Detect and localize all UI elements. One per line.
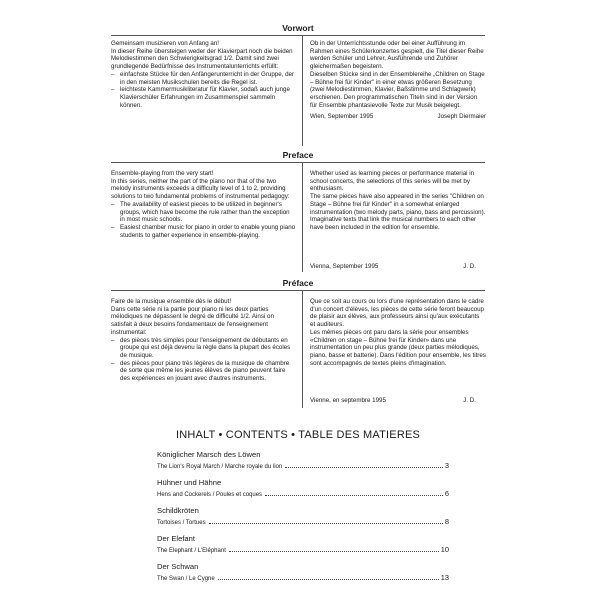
vorwort-list-item: – leichteste Kammermusikliteratur für Klavier, sodaß auch junge Klavierschüler Erfahrungen im Zusammenspiel sammeln können.	[111, 86, 290, 109]
toc-entry-title: Der Schwan	[157, 562, 199, 571]
preface-fr-list-item: – des pièces pour piano très légères de la musique de chambre de sorte que même les jeunes élèves de piano peuvent faire des expériences en jouant avec d'autres instruments.	[111, 359, 290, 383]
preface-left-column	[111, 170, 296, 239]
vorwort-signature	[310, 113, 486, 121]
toc-entry[interactable]	[157, 562, 449, 582]
toc-entry-subtitle-row	[157, 573, 449, 582]
preface-fr-column-divider	[302, 290, 303, 408]
toc-entry-page: 10	[440, 545, 449, 554]
toc-leader-dots	[229, 551, 439, 552]
toc-entry-subtitle: Tortoises / Tortues	[157, 520, 206, 526]
toc-entry[interactable]	[157, 534, 449, 554]
preface-fr-top-rule	[111, 290, 485, 291]
preface-fr-title: Préface	[282, 278, 314, 288]
toc-entry-page: 3	[444, 461, 449, 470]
preface-list-item: – The availability of easiest pieces to be utilized in beginner's groups, which have become the rule rather than the exception in most music schools.	[111, 200, 290, 224]
preface-date: Vienna, September 1995	[310, 263, 379, 270]
preface-fr-left-column	[111, 298, 296, 383]
preface-fr-paragraph: Que ce soit au cours ou lors d'une représentation dans le cadre d'un concert d'élèves, les pièces de cette série feront beaucoup de plaisir aux élèves, aux professeurs ainsi qu'aux exécutants et auditeurs.	[310, 298, 485, 329]
preface-title: Preface	[282, 150, 314, 160]
toc-entry-subtitle: The Lion's Royal March / Marche royale du lion	[157, 464, 283, 470]
preface-fr-intro: Faire de la musique ensemble dès le début!	[111, 298, 232, 305]
toc-entry-subtitle-row	[157, 545, 449, 554]
vorwort-top-rule	[111, 35, 485, 36]
preface-paragraph: Whether used as learning pieces or performance material in school concerts, the selections of this series will be met by enthusiasm.	[310, 170, 475, 193]
toc-leader-dots	[285, 467, 443, 468]
preface-signature	[310, 263, 476, 271]
preface-column-divider	[302, 162, 303, 272]
preface-fr-right-column	[310, 298, 486, 367]
preface-fr-author: J. D.	[463, 397, 476, 404]
vorwort-paragraph: In dieser Reihe übersteigen weder der Klavierpart noch die beiden Melodiestimmen den Schwierigkeitsgrad 1/2. Damit sind zwei grundlegende Bedürfnisse des Instrumentalunterrichts erfüllt:	[111, 47, 293, 71]
preface-intro: Ensemble-playing from the very start!	[111, 170, 214, 177]
preface-fr-signature	[310, 397, 476, 405]
vorwort-date: Wien, September 1995	[310, 113, 374, 121]
vorwort-paragraph: Dieselben Stücke sind in der Ensemblereihe „Children on Stage – Bühne frei für Kinder" in einer etwas größeren Besetzung (zwei Melodiestimmen, Klavier, Baßstimme und Schlagwerk) erschienen. Den programmatischen Titeln sind in der Version für Ensemble phantasievolle Texte zur Musik beigelegt.	[310, 70, 485, 109]
vorwort-author: Joseph Diermaier	[437, 113, 486, 121]
preface-fr-list-item: – des pièces très simples pour l'enseignement de débutants en groupe qui est déjà devenu la règle dans la plupart des écoles de musique.	[111, 336, 291, 359]
toc-leader-dots	[265, 495, 443, 496]
toc-entry-title: Hühner und Hähne	[157, 478, 222, 487]
toc-entry-title: Der Elefant	[157, 534, 195, 543]
toc-leader-dots	[218, 579, 439, 580]
toc-entry-subtitle-row	[157, 461, 449, 470]
toc-entry-subtitle: The Swan / Le Cygne	[157, 576, 215, 582]
toc-entry-subtitle-row	[157, 517, 449, 526]
toc-title: INHALT • CONTENTS • TABLE DES MATIERES	[175, 429, 421, 441]
toc-entry-page: 6	[444, 489, 449, 498]
preface-list-item: – Easiest chamber music for piano in order to enable young piano students to gather experience in ensemble-playing.	[111, 223, 296, 239]
vorwort-left-column	[111, 40, 296, 109]
vorwort-column-divider	[302, 35, 303, 146]
preface-fr-paragraph: Les mêmes pièces ont paru dans la série pour ensembles «Children on stage – Bühne frei für Kinder» dans une instrumentation un peu plus grande (deux parties mélodiques, piano, basse et batterie). Dans l'édition pour ensemble, les titres sont accompagnés de textes pleins d'imagination.	[310, 328, 486, 367]
preface-paragraph: In this series, neither the part of the piano nor that of the two melody instruments exceeds a difficulty level of 1 to 2, providing solutions to two fundamental problems of instrumental pedagogy:	[111, 177, 290, 201]
preface-fr-date: Vienne, en septembre 1995	[310, 397, 386, 404]
preface-top-rule	[111, 162, 485, 163]
toc-entry[interactable]	[157, 506, 449, 526]
toc-entry-title: Königlicher Marsch des Löwen	[157, 450, 261, 459]
toc-entry-subtitle: The Elephant / L'Eléphant	[157, 548, 226, 554]
toc-entry[interactable]	[157, 478, 449, 498]
preface-right-column	[310, 170, 486, 232]
vorwort-right-column	[310, 40, 486, 121]
vorwort-title: Vorwort	[282, 23, 314, 33]
preface-fr-paragraph: Dans cette série ni la partie pour piano ni les deux parties mélodiques ne dépassent le degré de difficulté 1/2. Ainsi on satisfait à deux besoins fondamentaux de l'enseignement instrumental:	[111, 305, 274, 336]
preface-author: J. D.	[463, 263, 476, 270]
vorwort-paragraph: Ob in der Unterrichtsstunde oder bei einer Aufführung im Rahmen eines Schülerkonzertes gespielt, die Titel dieser Reihe werden Schüler und Lehrer, Ausführende und Zuhörer gleichermaßen begeistern.	[310, 40, 484, 71]
toc-entry-page: 13	[440, 573, 449, 582]
toc-entry-subtitle-row	[157, 489, 449, 498]
toc-entry-page: 8	[444, 517, 449, 526]
toc-entry[interactable]	[157, 450, 449, 470]
preface-paragraph: The same pieces have also appeared in the series "Children on Stage – Bühne frei für Kinder" in a somewhat enlarged instrumentation (two melody parts, piano, bass and percussion). Imaginative texts that link the musical numbers to each other have been included in the edition for ensemble.	[310, 193, 486, 231]
vorwort-list-item: – einfachste Stücke für den Anfängerunterricht in der Gruppe, der in den meisten Musikschulen bereits die Regel ist.	[111, 70, 295, 86]
toc-leader-dots	[209, 523, 443, 524]
toc-entry-subtitle: Hens and Cockerels / Poules et coques	[157, 492, 263, 498]
toc-entry-title: Schildkröten	[157, 506, 199, 515]
vorwort-intro: Gemeinsam musizieren von Anfang an!	[111, 40, 219, 47]
